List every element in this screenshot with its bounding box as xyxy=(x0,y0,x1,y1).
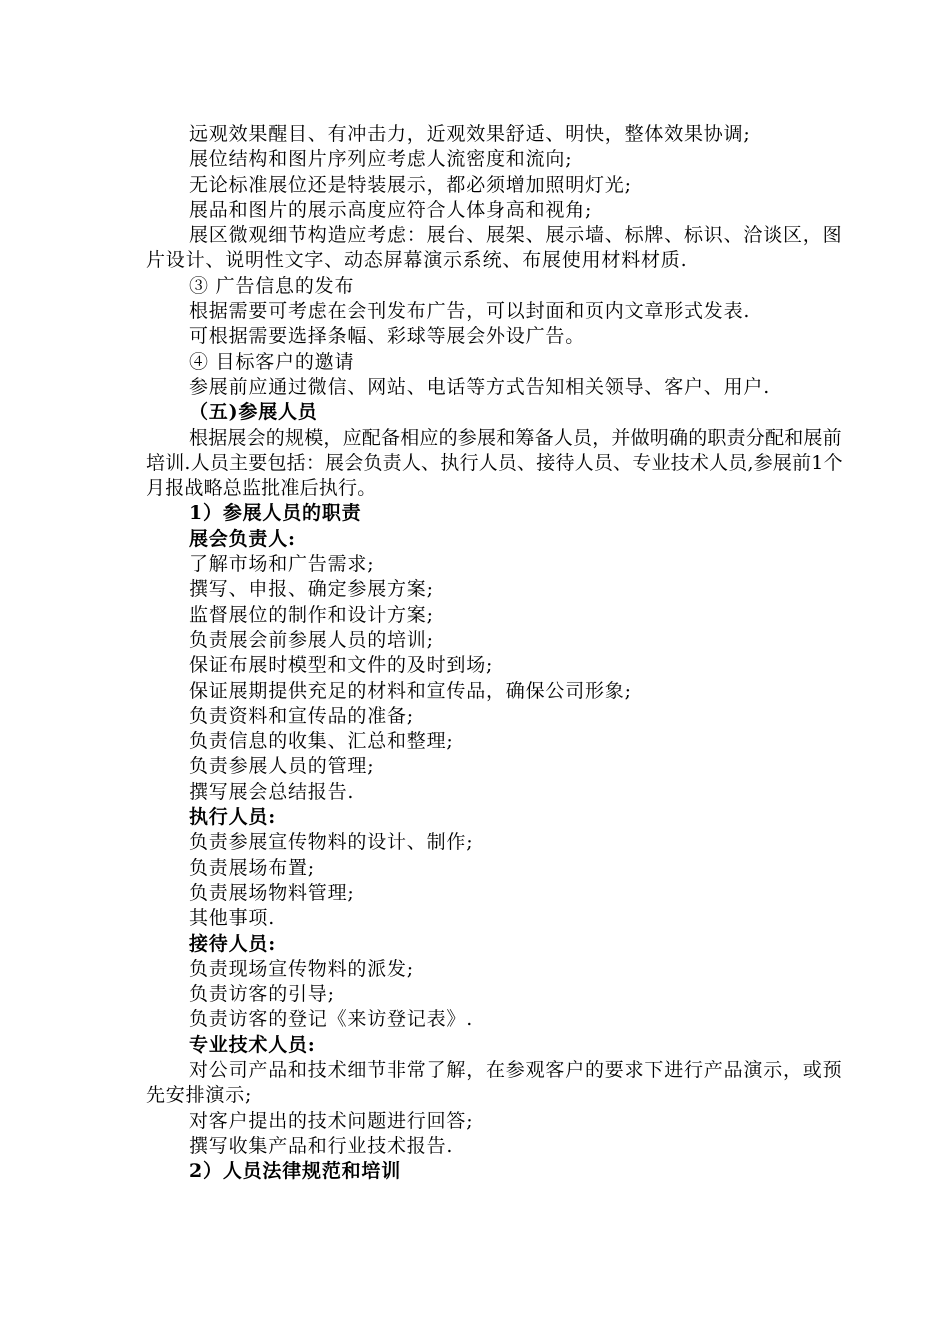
list-item: 保证展期提供充足的材料和宣传品，确保公司形象; xyxy=(189,679,632,702)
list-item: 对客户提出的技术问题进行回答; xyxy=(189,1109,474,1132)
role-heading: 专业技术人员: xyxy=(189,1033,316,1056)
list-item: 负责信息的收集、汇总和整理; xyxy=(189,730,454,753)
list-item: 负责访客的引导; xyxy=(189,983,335,1006)
list-item: 保证布展时模型和文件的及时到场; xyxy=(189,654,494,677)
list-item: 其他事项. xyxy=(189,907,276,930)
paragraph: 根据需要可考虑在会刊发布广告，可以封面和页内文章形式发表. xyxy=(189,300,751,323)
list-item: 负责现场宣传物料的派发; xyxy=(189,957,415,980)
role-heading: 展会负责人: xyxy=(189,527,296,550)
paragraph: 参展前应通过微信、网站、电话等方式告知相关领导、客户、用户. xyxy=(189,375,771,398)
role-heading: 执行人员: xyxy=(189,806,277,829)
list-item: 了解市场和广告需求; xyxy=(189,553,375,576)
list-item: 负责资料和宣传品的准备; xyxy=(189,704,415,727)
paragraph: 展区微观细节构造应考虑：展台、展架、展示墙、标牌、标识、洽谈区，图片设计、说明性文字、动态屏幕演示系统、布展使用材料材质. xyxy=(146,224,843,272)
section-heading: 2）人员法律规范和培训 xyxy=(189,1160,402,1183)
paragraph: 无论标准展位还是特装展示，都必须增加照明灯光; xyxy=(189,173,632,196)
paragraph: 远观效果醒目、有冲击力，近观效果舒适、明快，整体效果协调; xyxy=(189,123,751,145)
paragraph: 展品和图片的展示高度应符合人体身高和视角; xyxy=(189,198,593,221)
list-item: 负责展会前参展人员的培训; xyxy=(189,628,434,651)
paragraph: 根据展会的规模，应配备相应的参展和筹备人员，并做明确的职责分配和展前培训.人员主要包括：展会负责人、执行人员、接待人员、专业技术人员,参展前1个月报战略总监批准后执行。 xyxy=(146,426,843,500)
subheading: ④ 目标客户的邀请 xyxy=(189,350,355,373)
section-heading: 1）参展人员的职责 xyxy=(189,502,362,525)
list-item: 负责展场布置; xyxy=(189,856,316,879)
list-item: 撰写、申报、确定参展方案; xyxy=(189,578,434,601)
list-item: 监督展位的制作和设计方案; xyxy=(189,603,434,626)
list-item: 负责参展宣传物料的设计、制作; xyxy=(189,831,474,854)
subheading: ③ 广告信息的发布 xyxy=(189,274,355,297)
list-item: 负责访客的登记《来访登记表》. xyxy=(189,1008,474,1031)
paragraph: 展位结构和图片序列应考虑人流密度和流向; xyxy=(189,148,573,171)
list-item: 负责展场物料管理; xyxy=(189,881,355,904)
section-heading: （五)参展人员 xyxy=(189,401,318,424)
role-heading: 接待人员: xyxy=(189,932,277,955)
document-body xyxy=(146,122,846,1184)
list-item: 负责参展人员的管理; xyxy=(189,755,375,778)
list-item: 对公司产品和技术细节非常了解，在参观客户的要求下进行产品演示，或预先安排演示; xyxy=(146,1058,843,1107)
list-item: 撰写收集产品和行业技术报告. xyxy=(189,1134,454,1157)
paragraph: 可根据需要选择条幅、彩球等展会外设广告。 xyxy=(189,325,586,348)
list-item: 撰写展会总结报告. xyxy=(189,780,355,803)
